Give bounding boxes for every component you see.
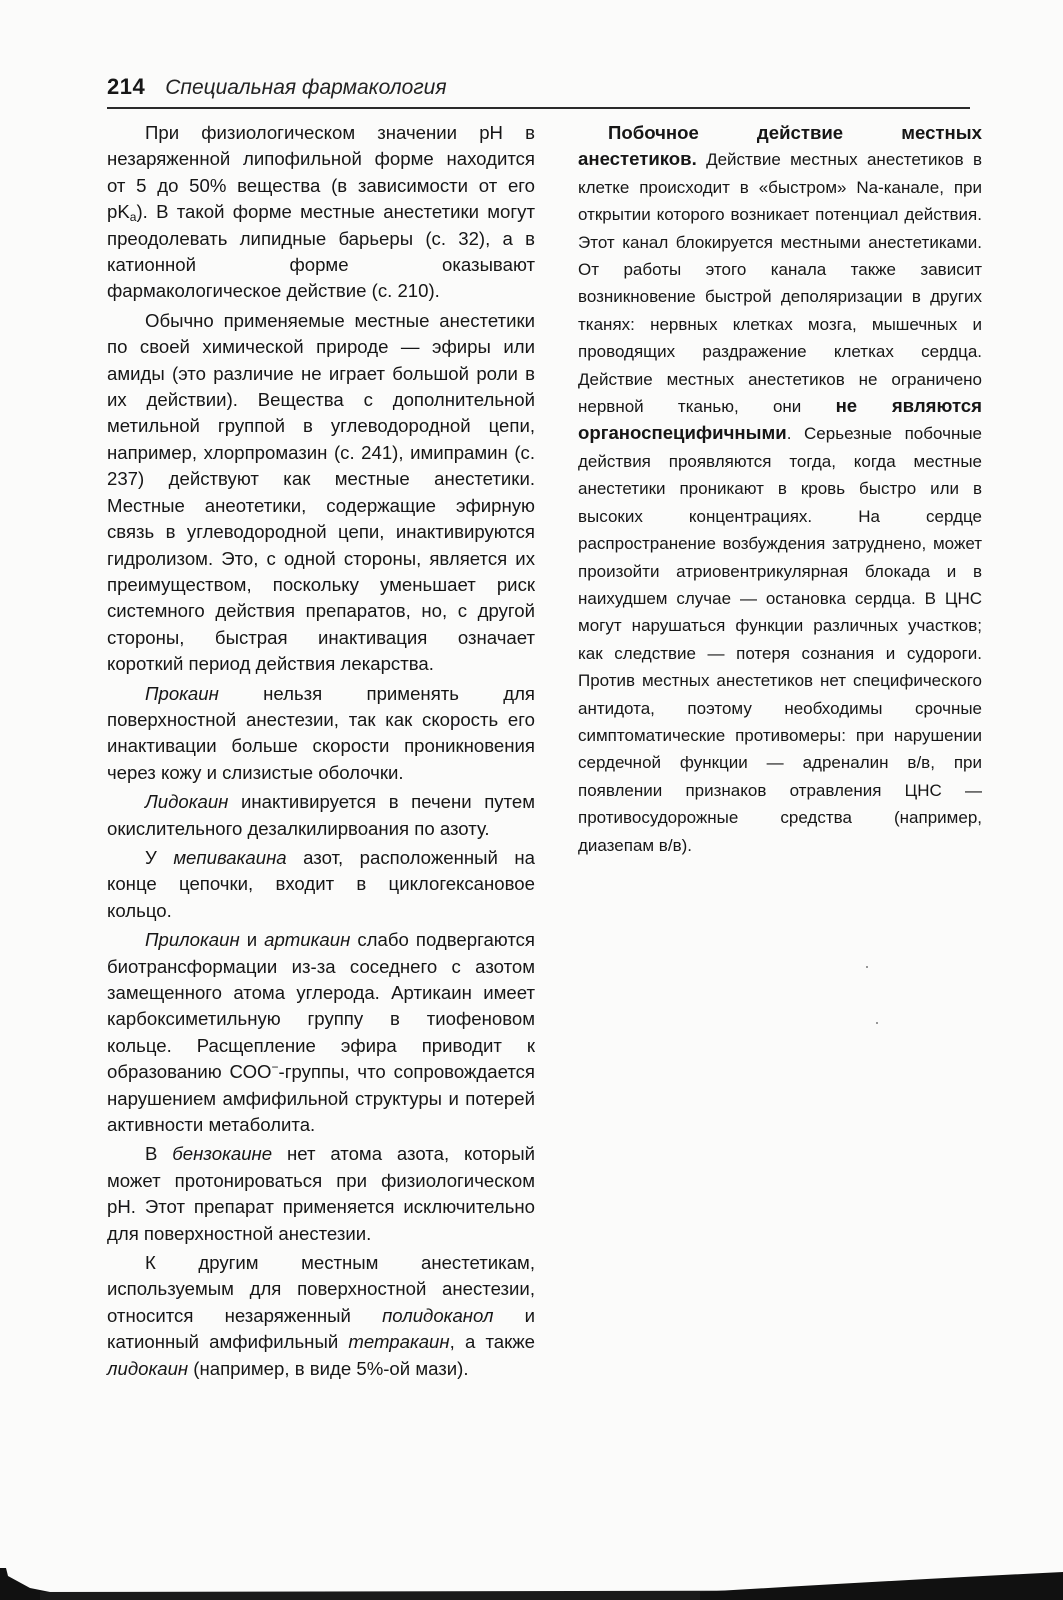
drug-name: бензокаине [172,1143,273,1165]
section-heading: Побочное действие местных анестетиков. [578,122,982,170]
right-column [578,120,982,859]
drug-name: полидоканол [382,1304,494,1326]
paragraph-chemical-nature: Обычно применяемые местные анестетики по своей химической природе — эфиры или амиды (это различие не играет большой роли в их действии). Вещества с дополнительной метильной группой в углеводородной цепи, например, хлорпромазин (с. 241), имипрамин (с. 237) действуют как местные анестетики. Местные анеотетики, содержащие эфирную связь в углеводородной цепи, инактивируются гидролизом. Это, с одной стороны, является их преимуществом, поскольку уменьшает риск системного действия препаратов, но, с другой стороны, быстрая инактивация означает короткий период действия лекарства. [107,309,535,675]
emphasis-text: не являются органоспецифичными [578,395,982,444]
paragraph-other-anesthetics: К другим местным анестетикам, используемым для поверхностной анестезии, относится незаряженный полидоканол и катионный амфифильный тетракаин, а также лидокаин (например, в виде 5%-ой мази). [107,1252,536,1379]
page-number: 214 [107,74,146,99]
drug-name: Прилокаин [145,929,240,951]
drug-name: артикаин [264,929,351,951]
drug-name: тетракаин [348,1331,450,1353]
header-rule [107,107,970,109]
paragraph-procaine: Прокаин нельзя применять для поверхностной анестезии, так как скорость его инактивации больше скорости проникновения через кожу и слизистые оболочки. [107,682,535,783]
paragraph-ph-forms: При физиологическом значении pH в незаряженной липофильной форме находится от 5 до 50% вещества (в зависимости от его $pK_a$). В такой форме местные анестетики могут преодолевать липидные барьеры (с. 32), а в катионной форме оказывают фармакологическое действие (с. 210). [107,122,535,302]
left-column [107,120,535,1382]
drug-name: мепивакаина [173,846,287,868]
paragraph-benzocaine: В бензокаине нет атома азота, который может протонироваться при физиологическом pH. Этот препарат применяется исключительно для поверхностной анестезии. [107,1143,535,1244]
drug-name: Прокаин [145,682,219,704]
paragraph-side-effects: Побочное действие местных анестетиков. Действие местных анестетиков в клетке происходит в «быстром» Na-канале, при открытии которого возникает потенциал действия. Этот канал блокируется местными анестетиками. От работы этого канала также зависит возникновение быстрой деполяризации в других тканях: нервных клетках мозга, мышечных и проводящих раздражение клетках сердца. Действие местных анестетиков не ограничено нервной тканью, они не являются органоспецифичными. Серьезные побочные действия проявляются тогда, когда местные анестетики проникают в кровь быстро или в высоких концентрациях. На сердце распространение возбуждения затруднено, может произойти атриовентрикулярная блокада и в наихудшем случае — остановка сердца. В ЦНС могут нарушаться функции различных участков; как следствие — потеря сознания и судороги. Против местных анестетиков нет специфического антидота, поэтому необходимы срочные симптоматические противомеры: при нарушении сердечной функции — адреналин в/в, при появлении признаков отравления ЦНС — противосудорожные средства (например, диазепам в/в). [578,122,982,855]
paragraph-prilocaine-articaine: Прилокаин и артикаин слабо подвергаются биотрансформации из-за соседнего с азотом замещенного атома углерода. Артикаин имеет карбоксиметильную группу в тиофеновом кольце. Расщепление эфира приводит к образованию СОО−-группы, что сопровождается нарушением амфифильной структуры и потерей активности метаболита. [107,929,535,1136]
running-title: Специальная фармакология [165,76,447,99]
paragraph-lidocaine: Лидокаин инактивируется в печени путем окислительного дезалкилирвоания по азоту. [107,791,535,839]
paragraph-mepivacaine: У мепивакаина азот, расположенный на конце цепочки, входит в циклогексановое кольцо. [107,846,535,921]
drug-name: лидокаин [107,1357,189,1379]
scan-edge-shadow [0,1530,1063,1600]
page-header [107,74,970,104]
drug-name: Лидокаин [145,791,229,813]
